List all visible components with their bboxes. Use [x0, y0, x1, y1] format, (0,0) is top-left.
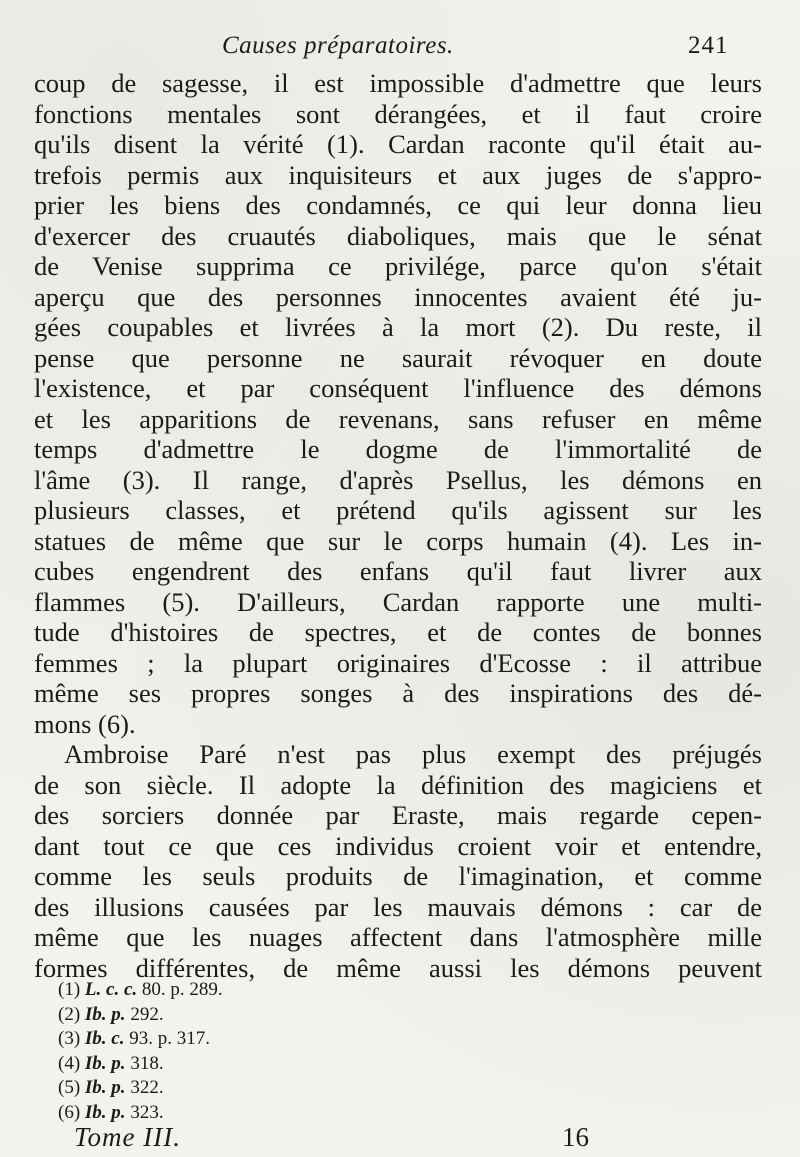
footnote-reference: Ib. p.	[84, 1052, 126, 1074]
footnote	[58, 978, 458, 1003]
footnote-reference: Ib. p.	[84, 1003, 126, 1025]
text-line: dant tout ce que ces individus croient voir et entendre,	[34, 830, 762, 861]
text-line: de Venise supprima ce privilége, parce qu'on s'était	[34, 251, 762, 281]
text-line: temps d'admettre le dogme de l'immortalité de	[34, 434, 762, 464]
footnote-text: 318.	[130, 1052, 164, 1074]
sheet-number: 16	[562, 1122, 589, 1152]
text-line: plusieurs classes, et prétend qu'ils agissent sur les	[34, 495, 762, 525]
text-line: prier les biens des condamnés, ce qui leur donna lieu	[34, 190, 762, 220]
paragraph-start-line: Ambroise Paré n'est pas plus exempt des préjugés	[64, 739, 762, 769]
text-line: tude d'histoires de spectres, et de contes de bonnes	[34, 617, 762, 647]
text-line: des illusions causées par les mauvais démons : car de	[34, 891, 762, 922]
footnote-number: (4)	[58, 1052, 81, 1074]
volume-signature: Tome III.	[74, 1122, 181, 1152]
footnote-number: (5)	[58, 1077, 81, 1098]
footnote-number: (2)	[58, 1003, 81, 1025]
footnote	[58, 1003, 458, 1028]
text-line: flammes (5). D'ailleurs, Cardan rapporte une multi-	[34, 586, 762, 617]
text-line: l'existence, et par conséquent l'influence des démons	[34, 373, 762, 403]
footnote	[58, 1052, 458, 1077]
page-footer	[0, 1122, 800, 1154]
footnote-text: 323.	[130, 1101, 164, 1123]
text-line: aperçu que des personnes innocentes avaient été ju-	[34, 281, 762, 312]
footnote-reference: Ib. c.	[84, 1028, 125, 1049]
footnote-number: (3)	[58, 1028, 81, 1049]
body-text	[34, 68, 762, 983]
text-line: pense que personne ne saurait révoquer en doute	[34, 342, 762, 373]
text-line: comme les seuls produits de l'imagination, et comme	[34, 861, 762, 891]
running-head	[0, 28, 800, 68]
text-line: l'âme (3). Il range, d'après Psellus, les démons en	[34, 464, 762, 495]
footnote-number: (6)	[58, 1101, 81, 1123]
footnote-text: 322.	[130, 1077, 164, 1098]
text-line: statues de même que sur le corps humain (4). Les in-	[34, 525, 762, 556]
text-line: et les apparitions de revenans, sans refuser en même	[34, 403, 762, 434]
text-line: même ses propres songes à des inspirations des dé-	[34, 678, 762, 708]
footnotes	[58, 978, 458, 1125]
text-line: même que les nuages affectent dans l'atmosphère mille	[34, 922, 762, 952]
paragraph-end-line: mons (6).	[34, 708, 136, 739]
text-line: des sorciers donnée par Eraste, mais regarde cepen-	[34, 800, 762, 830]
text-line: fonctions mentales sont dérangées, et il faut croire	[34, 98, 762, 129]
running-title: Causes préparatoires.	[222, 32, 454, 59]
text-line: cubes engendrent des enfans qu'il faut livrer aux	[34, 556, 762, 586]
text-line: qu'ils disent la vérité (1). Cardan raconte qu'il était au-	[34, 129, 762, 159]
text-line: trefois permis aux inquisiteurs et aux juges de s'appro-	[34, 159, 762, 190]
text-line: femmes ; la plupart originaires d'Ecosse : il attribue	[34, 647, 762, 678]
footnote-number: (1)	[58, 979, 81, 1000]
footnote-reference: Ib. p.	[84, 1101, 126, 1123]
text-line: coup de sagesse, il est impossible d'admettre que leurs	[34, 68, 762, 98]
footnote	[58, 1076, 458, 1101]
footnote-reference: Ib. p.	[84, 1077, 126, 1098]
footnote-text: 292.	[130, 1003, 164, 1025]
text-line: gées coupables et livrées à la mort (2). Du reste, il	[34, 312, 762, 342]
footnote	[58, 1027, 458, 1052]
text-line: formes différentes, de même aussi les démons peuvent	[34, 952, 762, 983]
text-line: d'exercer des cruautés diaboliques, mais que le sénat	[34, 220, 762, 251]
text-line: de son siècle. Il adopte la définition des magiciens et	[34, 769, 762, 800]
page-number: 241	[688, 32, 729, 59]
footnote-text: 93. p. 317.	[129, 1028, 210, 1049]
footnote-reference: L. c. c.	[84, 979, 138, 1000]
footnote-text: 80. p. 289.	[141, 979, 223, 1000]
